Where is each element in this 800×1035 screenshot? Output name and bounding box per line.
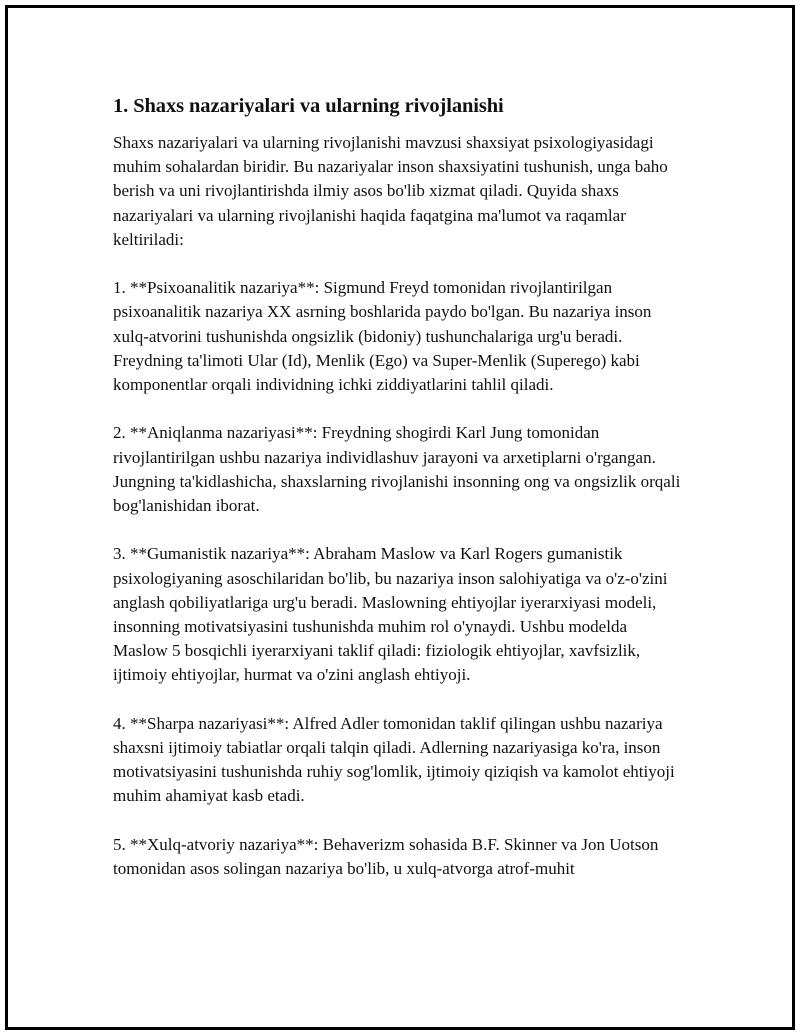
document-body (113, 92, 683, 905)
paragraph-behavioral-theory: 5. **Xulq-atvoriy nazariya**: Behaverizm sohasida B.F. Skinner va Jon Uotson tomonidan asos solingan nazariya bo'lib, u xulq-atvorga atrof-muhit (113, 834, 659, 879)
paragraph-jung-theory: 2. **Aniqlanma nazariyasi**: Freydning shogirdi Karl Jung tomonidan rivojlantirilgan ushbu nazariya individlashuv jarayoni va arxetiplarni o'rgangan. Jungning ta'kidlashicha, shaxslarning rivojlanishi insonning ong va ongsizlik orqali bog'lanishidan iborat. (113, 423, 681, 516)
paragraph-humanistic-theory: 3. **Gumanistik nazariya**: Abraham Maslow va Karl Rogers gumanistik psixologiyaning asoschilaridan bo'lib, bu nazariya inson salohiyatiga va o'z-o'zini anglash qobiliyatlariga urg'u beradi. Maslowning ehtiyojlar iyerarxiyasi modeli, insonning motivatsiyasini tushunishda muhim rol o'ynaydi. Ushbu modelda Maslow 5 bosqichli iyerarxiyani taklif qiladi: fiziologik ehtiyojlar, xavfsizlik, ijtimoiy ehtiyojlar, hurmat va o'zini anglash ehtiyoji. (113, 544, 668, 685)
paragraph-adler-theory: 4. **Sharpa nazariyasi**: Alfred Adler tomonidan taklif qilingan ushbu nazariya shaxsni ijtimoiy tabiatlar orqali talqin qiladi. Adlerning nazariyasiga ko'ra, inson motivatsiyasini tushunishda ruhiy sog'lomlik, ijtimoiy qiziqish va kamolot ehtiyoji muhim ahamiyat kasb etadi. (113, 713, 675, 806)
section-heading: 1. Shaxs nazariyalari va ularning rivojlanishi (113, 95, 504, 117)
paragraph-psychoanalytic-theory: 1. **Psixoanalitik nazariya**: Sigmund Freyd tomonidan rivojlantirilgan psixoanalitik nazariya XX asrning boshlarida paydo bo'lgan. Bu nazariya inson xulq-atvorini tushunishda ongsizlik (bidoniy) tushunchalariga urg'u beradi. Freydning ta'limoti Ular (Id), Menlik (Ego) va Super-Menlik (Superego) kabi komponentlar orqali individning ichki ziddiyatlarini tahlil qiladi. (113, 278, 652, 395)
intro-paragraph: Shaxs nazariyalari va ularning rivojlanishi mavzusi shaxsiyat psixologiyasidagi muhim sohalardan biridir. Bu nazariyalar inson shaxsiyatini tushunish, unga baho berish va uni rivojlantirishda ilmiy asos bo'lib xizmat qiladi. Quyida shaxs nazariyalari va ularning rivojlanishi haqida faqatgina ma'lumot va raqamlar keltiriladi: (113, 133, 668, 249)
